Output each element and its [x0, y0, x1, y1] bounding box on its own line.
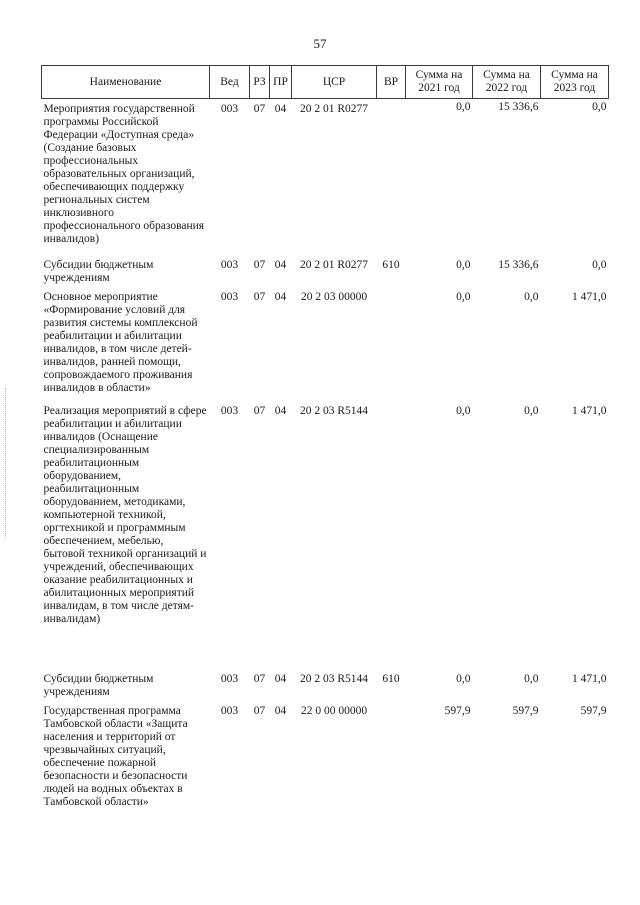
- row-rz: 07: [253, 290, 266, 303]
- scan-margin-mark: [5, 388, 8, 538]
- table-row: [42, 405, 609, 673]
- row-ved: 003: [220, 672, 239, 685]
- row-vr: 610: [382, 672, 400, 685]
- table-row: [42, 705, 609, 809]
- row-rz: 07: [253, 404, 266, 417]
- header-sum-2021: Сумма на 2021 год: [406, 66, 473, 99]
- row-vr: [377, 405, 406, 673]
- row-ved: 003: [220, 290, 239, 303]
- row-rz: 07: [253, 704, 266, 717]
- row-sum-2021: 0,0: [456, 290, 471, 303]
- row-vr: 610: [382, 258, 400, 271]
- row-sum-2022: 15 336,6: [498, 258, 539, 271]
- row-name: Субсидии бюджетным учреждениям: [43, 672, 154, 698]
- row-sum-2021: 0,0: [456, 258, 471, 271]
- budget-table: [41, 65, 609, 809]
- header-name: Наименование: [42, 66, 210, 99]
- row-name: Реализация мероприятий в сфере реабилитации и абилитации инвалидов (Оснащение специализированным реабилитационным оборудованием, реабилитационным оборудованием, методиками, компьютерной техникой, оргтехникой и программным обеспечением, мебелью, бытовой техникой организаций и учреждений, обеспечивающих оказание реабилитационных и абилитационных мероприятий инвалидам, в том числе детям-инвалидам): [43, 404, 207, 625]
- table-row: [42, 99, 609, 259]
- row-csr: 20 2 03 R5144: [299, 404, 369, 417]
- row-sum-2022: 0,0: [524, 290, 539, 303]
- row-rz: 07: [253, 258, 266, 271]
- header-pr: ПР: [270, 66, 292, 99]
- row-sum-2022: 15 336,6: [498, 101, 539, 113]
- row-sum-2021: 0,0: [456, 672, 471, 685]
- row-sum-2023: 1 471,0: [572, 404, 607, 417]
- row-sum-2021: 0,0: [456, 101, 471, 113]
- row-pr: 04: [274, 704, 287, 717]
- row-sum-2023: 597,9: [580, 704, 607, 717]
- row-name: Субсидии бюджетным учреждениям: [43, 258, 154, 284]
- row-csr: 20 2 01 R0277: [299, 103, 369, 115]
- row-sum-2023: 0,0: [592, 258, 607, 271]
- table-row: [42, 259, 609, 291]
- row-name: Основное мероприятие «Формирование условий для развития системы комплексной реабилитации и абилитации инвалидов, в том числе детей-инвалидов, ранней помощи, сопровождаемого проживания инвалидов в области»: [43, 290, 198, 394]
- header-sum-2023: Сумма на 2023 год: [541, 66, 609, 99]
- table-row: [42, 291, 609, 405]
- row-name: Мероприятия государственной программы Российской Федерации «Доступная среда» (Создание базовых профессиональных образовательных организаций, обеспечивающих поддержку региональных систем инклюзивного профессионального образования инвалидов): [43, 103, 205, 245]
- table-header-row: [42, 66, 609, 99]
- header-csr: ЦСР: [292, 66, 377, 99]
- table-row: [42, 673, 609, 705]
- row-sum-2022: 0,0: [524, 672, 539, 685]
- row-pr: 04: [274, 258, 287, 271]
- row-ved: 003: [220, 103, 239, 115]
- row-csr: 22 0 00 00000: [300, 704, 368, 717]
- row-sum-2023: 1 471,0: [572, 290, 607, 303]
- row-pr: 04: [274, 290, 287, 303]
- row-vr: [377, 99, 406, 259]
- header-sum-2022: Сумма на 2022 год: [473, 66, 541, 99]
- row-ved: 003: [220, 404, 239, 417]
- row-ved: 003: [220, 258, 239, 271]
- row-name: Государственная программа Тамбовской области «Защита населения и территорий от чрезвычайных ситуаций, обеспечение пожарной безопасности и безопасности людей на водных объектах в Тамбовской области»: [43, 704, 188, 808]
- row-pr: 04: [274, 103, 287, 115]
- row-vr: [377, 291, 406, 405]
- row-sum-2021: 597,9: [444, 704, 471, 717]
- row-csr: 20 2 03 00000: [300, 290, 368, 303]
- row-pr: 04: [274, 404, 287, 417]
- row-sum-2022: 0,0: [524, 404, 539, 417]
- row-rz: 07: [253, 103, 266, 115]
- row-sum-2021: 0,0: [456, 404, 471, 417]
- row-csr: 20 2 03 R5144: [299, 672, 369, 685]
- row-sum-2023: 1 471,0: [572, 672, 607, 685]
- row-sum-2022: 597,9: [512, 704, 539, 717]
- row-rz: 07: [253, 672, 266, 685]
- header-rz: РЗ: [250, 66, 270, 99]
- row-vr: [377, 705, 406, 809]
- header-vr: ВР: [377, 66, 406, 99]
- row-ved: 003: [220, 704, 239, 717]
- row-sum-2023: 0,0: [592, 101, 607, 113]
- header-ved: Вед: [210, 66, 250, 99]
- row-csr: 20 2 01 R0277: [299, 258, 369, 271]
- page-number: 57: [313, 36, 327, 51]
- row-pr: 04: [274, 672, 287, 685]
